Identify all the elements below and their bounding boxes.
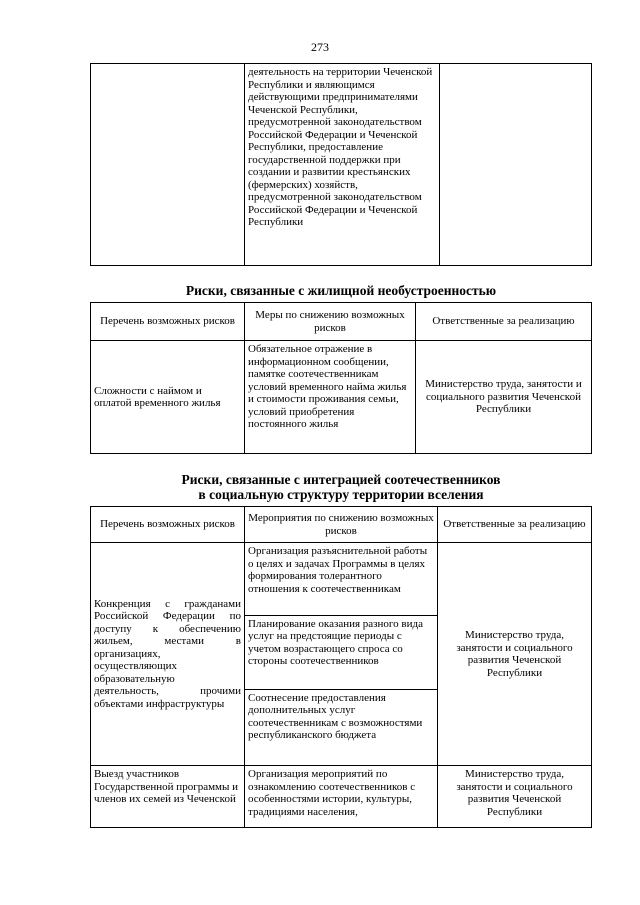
measure-item: Планирование оказания разного вида услуг на предстоящие периоды с учетом возрастающего спроса со стороны соотечественников xyxy=(245,615,437,689)
header-responsible: Ответственные за реализацию xyxy=(416,303,592,341)
section1-title: Риски, связанные с жилищной необустроенностью xyxy=(185,283,497,298)
integration-risks-table xyxy=(90,506,592,828)
continued-table xyxy=(90,63,592,266)
header-risks: Перечень возможных рисков xyxy=(91,303,245,341)
section2-title-line1: Риски, связанные с интеграцией соотечественников xyxy=(181,472,501,487)
housing-measure-cell: Обязательное отражение в информационном сообщении, памятке соотечественникам условий временного найма жилья и стоимости проживания семьи, условий приобретения постоянного жилья xyxy=(245,341,416,454)
competition-measures-list xyxy=(245,543,437,765)
departure-measure-cell: Организация мероприятий по ознакомлению соотечественников с особенностями истории, культуры, традициями населения, xyxy=(245,766,438,828)
housing-risks-table xyxy=(90,302,592,454)
competition-responsible-cell: Министерство труда, занятости и социального развития Чеченской Республики xyxy=(438,543,592,766)
housing-responsible-cell: Министерство труда, занятости и социального развития Чеченской Республики xyxy=(416,341,592,454)
measure-item: Организация разъяснительной работы о целях и задачах Программы в целях формирования толерантного отношения к соотечественникам xyxy=(245,543,437,615)
housing-risk-cell: Сложности с наймом и оплатой временного жилья xyxy=(91,341,245,454)
departure-responsible-cell: Министерство труда, занятости и социального развития Чеченской Республики xyxy=(438,766,592,828)
competition-measures-cell xyxy=(245,543,438,766)
measure-item: Соотнесение предоставления дополнительных услуг соотечественникам с возможностями республиканского бюджета xyxy=(248,691,423,741)
header-measures: Мероприятия по снижению возможных рисков xyxy=(245,507,438,543)
section2-title-line2: в социальную структуру территории вселения xyxy=(198,487,484,502)
header-measures: Меры по снижению возможных рисков xyxy=(245,303,416,341)
departure-risk-cell: Выезд участников Государственной программы и членов их семей из Чеченской xyxy=(91,766,245,828)
continued-table-col3 xyxy=(440,64,592,266)
section2-title xyxy=(90,472,592,502)
header-responsible: Ответственные за реализацию xyxy=(438,507,592,543)
page-number: 273 xyxy=(311,40,329,54)
continued-table-col2: деятельность на территории Чеченской Республики и являющимся действующими предпринимателями Чеченской Республики, предусмотренной законодательством Российской Федерации и Чеченской Республики, предоставление государственной поддержки при создании и развитии крестьянских (фермерских) хозяйств, предусмотренной законодательством Российской Федерации и Чеченской Республики xyxy=(245,64,440,266)
continued-table-col1 xyxy=(91,64,245,266)
competition-risk-cell: Конкренция с гражданами Российской Федерации по доступу к обеспечению жильем, местами в организациях, осуществляющих образовательную деятельность, прочими объектами инфраструктуры xyxy=(91,543,245,766)
header-risks: Перечень возможных рисков xyxy=(91,507,245,543)
